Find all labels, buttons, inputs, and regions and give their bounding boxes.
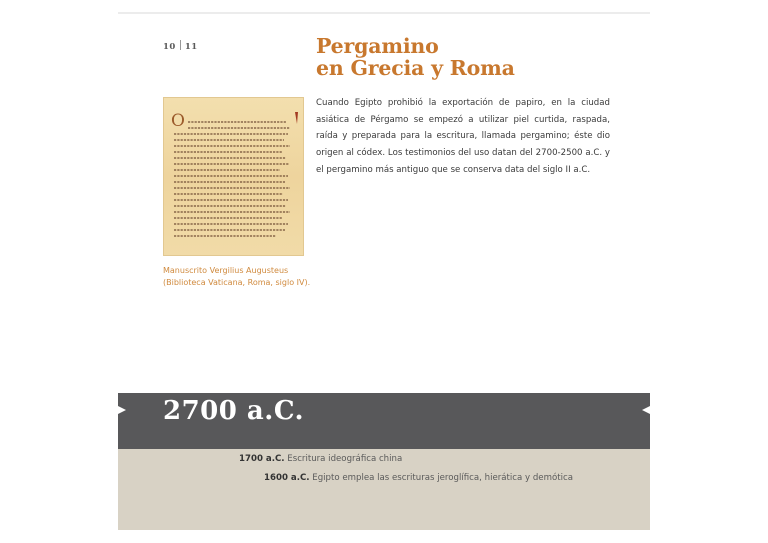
page-number-divider <box>180 40 181 50</box>
timeline-event-date: 1600 a.C. <box>264 473 310 483</box>
page-number-right: 11 <box>184 42 198 52</box>
timeline-event-text: Escritura ideográfica china <box>287 454 403 464</box>
article-body: Cuando Egipto prohibió la exportación de papiro, en la ciudad asiática de Pérgamo se empezó a utilizar piel curtida, raspada, raída y preparada para la escritura, llamada pergamino; éste dio origen al códex. Los testimonios del uso datan del 2700-2500 a.C. y el pergamino más antiguo que se conserva data del siglo II a.C. <box>316 98 610 175</box>
manuscript-initial-letter: O <box>171 111 185 131</box>
timeline-event-text: Egipto emplea las escrituras jeroglífica, hierática y demótica <box>312 473 573 483</box>
page-number-left: 10 <box>163 42 176 52</box>
manuscript-image <box>163 97 304 256</box>
timeline-event <box>264 473 573 483</box>
figure-caption <box>163 265 313 289</box>
manuscript-script-illustration <box>164 98 303 255</box>
timeline-event-date: 1700 a.C. <box>239 454 285 464</box>
title-line-1: Pergamino <box>316 34 439 58</box>
timeline-event <box>239 454 402 464</box>
article-title <box>316 35 515 79</box>
page-top-edge <box>118 12 650 14</box>
timeline-band <box>118 393 650 530</box>
page-numbers <box>163 40 198 52</box>
timeline-year: 2700 a.C. <box>163 396 305 426</box>
title-line-2: en Grecia y Roma <box>316 56 515 80</box>
caption-line-2: (Biblioteca Vaticana, Roma, siglo IV). <box>163 278 311 287</box>
caption-line-1: Manuscrito Vergilius Augusteus <box>163 266 289 275</box>
